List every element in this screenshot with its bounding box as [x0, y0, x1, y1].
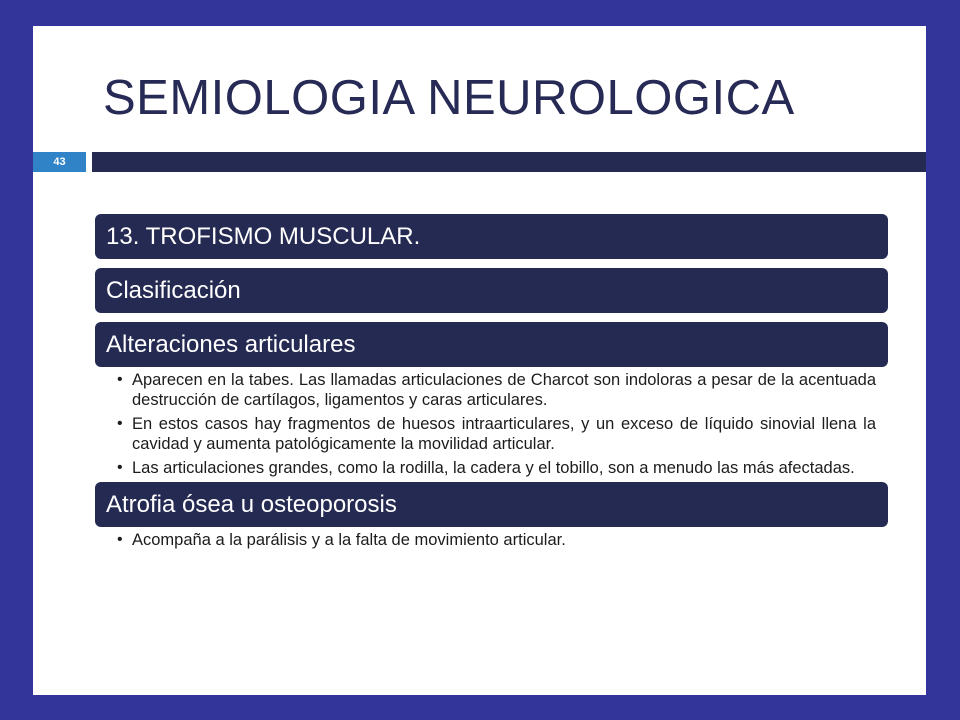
bullet-text: Aparecen en la tabes. Las llamadas articulaciones de Charcot son indoloras a pesar de la acentuada destrucción de cartílagos, ligamentos y caras articulares.	[132, 371, 876, 409]
bullet-text: En estos casos hay fragmentos de huesos intraarticulares, y un exceso de líquido sinovial llena la cavidad y aumenta patológicamente la movilidad articular.	[132, 415, 876, 453]
list-item	[95, 414, 888, 454]
list-item	[95, 530, 888, 550]
bullet-text: Las articulaciones grandes, como la rodilla, la cadera y el tobillo, son a menudo las más afectadas.	[132, 459, 855, 477]
section-header-alteraciones: Alteraciones articulares	[95, 322, 888, 367]
bullet-icon: •	[117, 531, 123, 548]
bullet-icon: •	[117, 459, 123, 476]
bullet-list-atrofia	[95, 530, 888, 550]
page-number-badge: 43	[33, 152, 86, 172]
bullet-text: Acompaña a la parálisis y a la falta de movimiento articular.	[132, 531, 566, 549]
list-item	[95, 458, 888, 478]
list-item	[95, 370, 888, 410]
section-header-trofismo: 13. TROFISMO MUSCULAR.	[95, 214, 888, 259]
slide-title: SEMIOLOGIA NEUROLOGICA	[103, 71, 795, 125]
section-header-clasificacion: Clasificación	[95, 268, 888, 313]
bullet-icon: •	[117, 415, 123, 432]
slide-content	[95, 214, 888, 554]
slide	[33, 26, 926, 695]
bullet-icon: •	[117, 371, 123, 388]
bullet-list-alteraciones	[95, 370, 888, 478]
section-header-atrofia: Atrofia ósea u osteoporosis	[95, 482, 888, 527]
title-divider-bar	[92, 152, 926, 172]
